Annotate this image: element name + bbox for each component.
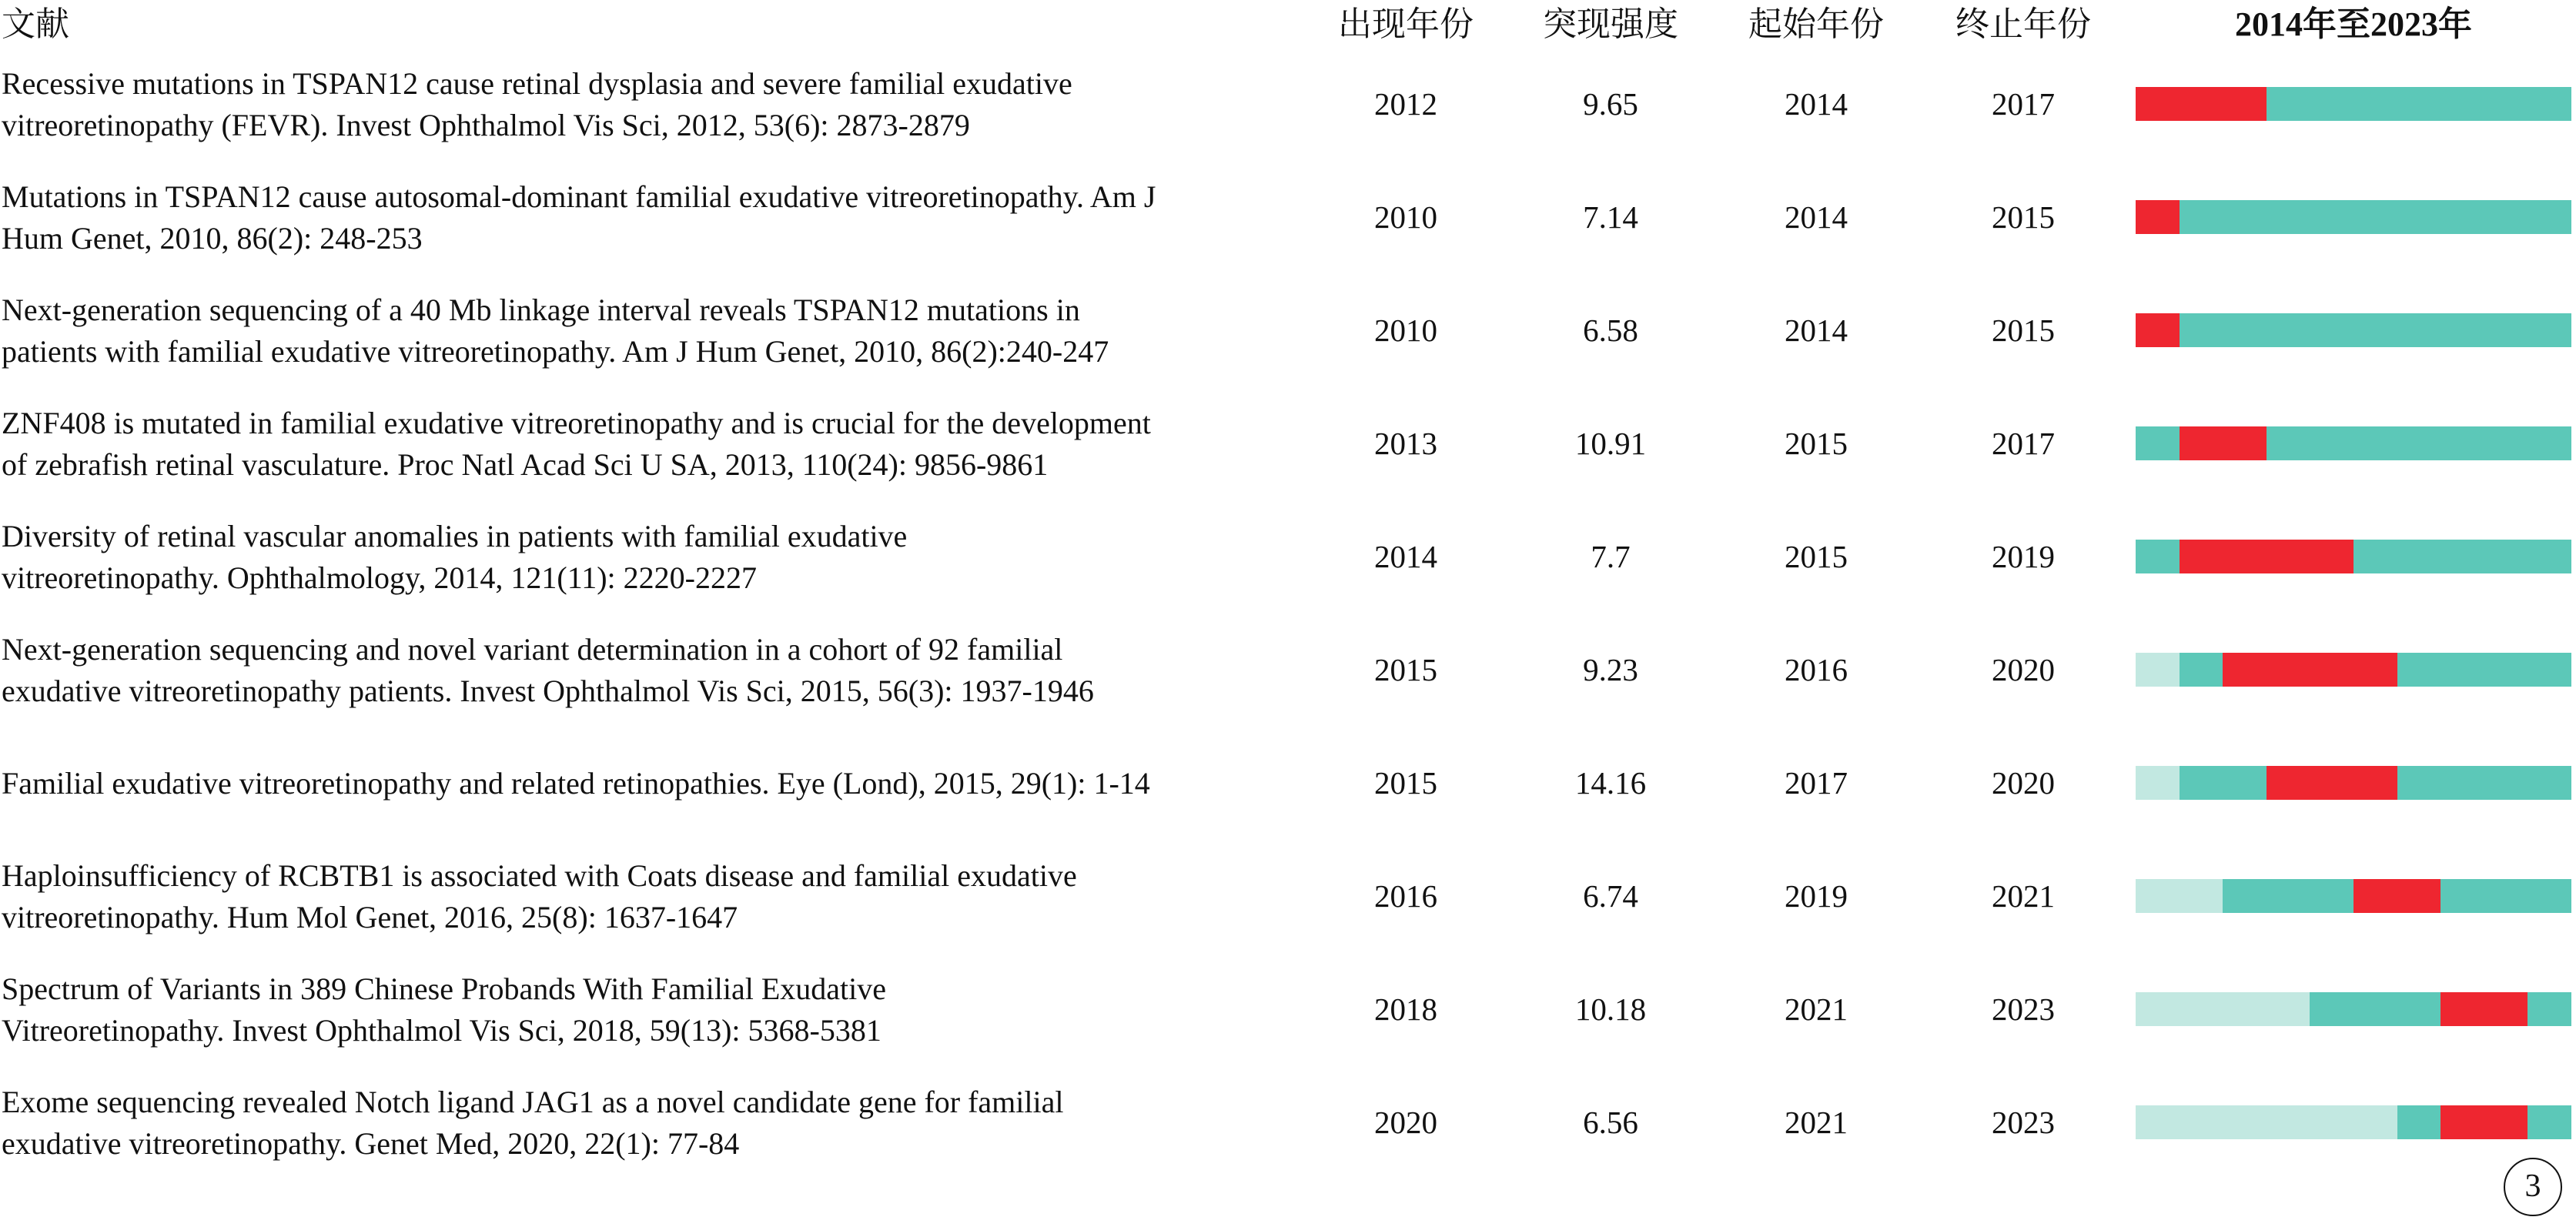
cell-strength: 9.65 (1583, 86, 1638, 122)
table-row (0, 48, 2576, 161)
cell-end: 2023 (1992, 991, 2055, 1027)
timeline-burst-segment (2354, 879, 2441, 913)
table-row (0, 387, 2576, 500)
cell-reference (2, 1066, 1345, 1179)
cell-end: 2023 (1992, 1105, 2055, 1140)
timeline-active-segment (2397, 1105, 2441, 1139)
timeline-active-segment (2527, 1105, 2571, 1139)
burst-timeline-bar (2136, 766, 2571, 800)
table-row (0, 500, 2576, 614)
cell-reference (2, 48, 1345, 161)
timeline-burst-segment (2441, 992, 2527, 1026)
cell-reference (2, 727, 1345, 840)
cell-strength: 6.58 (1583, 313, 1638, 348)
timeline-active-segment (2267, 426, 2571, 460)
reference-text: Diversity of retinal vascular anomalies in patients with familial exudative vitreoretinopathy. Ophthalmology, 2014, 121(11): 2220-2227 (2, 518, 908, 595)
header-begin: 起始年份 (1748, 5, 1884, 44)
timeline-active-segment (2180, 766, 2267, 800)
reference-text: Familial exudative vitreoretinopathy and related retinopathies. Eye (Lond), 2015, 29(1): 1-14 (2, 765, 1150, 801)
cell-end: 2019 (1992, 539, 2055, 574)
burst-timeline-bar (2136, 653, 2571, 687)
cell-year: 2014 (1374, 539, 1437, 574)
timeline-active-segment (2180, 313, 2571, 347)
burst-timeline-bar (2136, 879, 2571, 913)
timeline-active-segment (2310, 992, 2441, 1026)
timeline-active-segment (2136, 426, 2180, 460)
table-row (0, 953, 2576, 1066)
header-timeline-range: 2014年至2023年 (2235, 5, 2472, 43)
header-end: 终止年份 (1955, 5, 2091, 44)
figure-panel-badge: 3 (2504, 1158, 2562, 1216)
timeline-active-segment (2136, 540, 2180, 573)
cell-end: 2015 (1992, 313, 2055, 348)
reference-text: Next-generation sequencing of a 40 Mb linkage interval reveals TSPAN12 mutations in patients with familial exudative vitreoretinopathy. Am J Hum Genet, 2010, 86(2):240-247 (2, 292, 1109, 369)
cell-reference (2, 500, 1345, 614)
timeline-burst-segment (2223, 653, 2397, 687)
timeline-active-segment (2180, 653, 2223, 687)
timeline-active-segment (2441, 879, 2571, 913)
cell-begin: 2015 (1785, 539, 1848, 574)
cell-strength: 10.18 (1574, 991, 1647, 1027)
reference-text: Spectrum of Variants in 389 Chinese Probands With Familial Exudative Vitreoretinopathy. Invest Ophthalmol Vis Sci, 2018, 59(13): 5368-5381 (2, 971, 886, 1048)
table-row (0, 1066, 2576, 1179)
cell-year: 2012 (1374, 86, 1437, 122)
reference-text: ZNF408 is mutated in familial exudative vitreoretinopathy and is crucial for the development of zebrafish retinal vasculature. Proc Natl Acad Sci U SA, 2013, 110(24): 9856-9861 (2, 405, 1151, 482)
timeline-active-segment (2180, 200, 2571, 234)
cell-end: 2015 (1992, 199, 2055, 235)
burst-timeline-bar (2136, 540, 2571, 573)
header-strength: 突现强度 (1543, 5, 1678, 44)
cell-reference (2, 387, 1345, 500)
timeline-burst-segment (2136, 200, 2180, 234)
reference-text: Exome sequencing revealed Notch ligand JAG1 as a novel candidate gene for familial exudative vitreoretinopathy. Genet Med, 2020, 22(1): 77-84 (2, 1084, 1064, 1161)
cell-year: 2020 (1374, 1105, 1437, 1140)
table-row (0, 840, 2576, 953)
burst-timeline-bar (2136, 87, 2571, 121)
cell-strength: 10.91 (1574, 426, 1647, 461)
cell-begin: 2019 (1785, 878, 1848, 914)
header-year: 出现年份 (1338, 5, 1474, 44)
cell-begin: 2014 (1785, 199, 1848, 235)
table-row (0, 614, 2576, 727)
table-row (0, 727, 2576, 840)
burst-timeline-bar (2136, 313, 2571, 347)
cell-begin: 2017 (1785, 765, 1848, 801)
cell-reference (2, 614, 1345, 727)
cell-strength: 6.56 (1583, 1105, 1638, 1140)
timeline-active-segment (2397, 653, 2571, 687)
timeline-burst-segment (2136, 87, 2267, 121)
cell-strength: 7.14 (1583, 199, 1638, 235)
burst-timeline-bar (2136, 1105, 2571, 1139)
cell-end: 2017 (1992, 86, 2055, 122)
burst-timeline-bar (2136, 200, 2571, 234)
cell-strength: 7.7 (1591, 539, 1631, 574)
reference-text: Mutations in TSPAN12 cause autosomal-dominant familial exudative vitreoretinopathy. Am J Hum Genet, 2010, 86(2): 248-253 (2, 179, 1156, 256)
timeline-before-publication-segment (2136, 1105, 2397, 1139)
timeline-burst-segment (2267, 766, 2397, 800)
reference-text: Recessive mutations in TSPAN12 cause retinal dysplasia and severe familial exudative vitreoretinopathy (FEVR). Invest Ophthalmol Vis Sci, 2012, 53(6): 2873-2879 (2, 65, 1072, 142)
timeline-before-publication-segment (2136, 879, 2223, 913)
cell-end: 2020 (1992, 765, 2055, 801)
cell-year: 2010 (1374, 313, 1437, 348)
cell-begin: 2021 (1785, 1105, 1848, 1140)
cell-reference (2, 953, 1345, 1066)
cell-year: 2016 (1374, 878, 1437, 914)
cell-begin: 2021 (1785, 991, 1848, 1027)
timeline-burst-segment (2441, 1105, 2527, 1139)
timeline-active-segment (2223, 879, 2354, 913)
cell-end: 2020 (1992, 652, 2055, 687)
cell-year: 2015 (1374, 765, 1437, 801)
cell-reference (2, 274, 1345, 387)
table-row (0, 161, 2576, 274)
timeline-burst-segment (2180, 426, 2267, 460)
cell-begin: 2015 (1785, 426, 1848, 461)
timeline-burst-segment (2180, 540, 2354, 573)
cell-begin: 2016 (1785, 652, 1848, 687)
timeline-burst-segment (2136, 313, 2180, 347)
cell-end: 2017 (1992, 426, 2055, 461)
cell-year: 2018 (1374, 991, 1437, 1027)
timeline-active-segment (2397, 766, 2571, 800)
table-row (0, 274, 2576, 387)
header-reference: 文献 (2, 5, 69, 44)
cell-year: 2010 (1374, 199, 1437, 235)
cell-reference (2, 840, 1345, 953)
cell-strength: 6.74 (1583, 878, 1638, 914)
cell-year: 2013 (1374, 426, 1437, 461)
timeline-active-segment (2267, 87, 2571, 121)
cell-begin: 2014 (1785, 313, 1848, 348)
burst-timeline-bar (2136, 426, 2571, 460)
timeline-active-segment (2354, 540, 2571, 573)
cell-strength: 9.23 (1583, 652, 1638, 687)
cell-strength: 14.16 (1574, 765, 1647, 801)
timeline-active-segment (2527, 992, 2571, 1026)
timeline-before-publication-segment (2136, 992, 2310, 1026)
cell-end: 2021 (1992, 878, 2055, 914)
burst-timeline-bar (2136, 992, 2571, 1026)
timeline-before-publication-segment (2136, 766, 2180, 800)
reference-text: Next-generation sequencing and novel variant determination in a cohort of 92 familial exudative vitreoretinopathy patients. Invest Ophthalmol Vis Sci, 2015, 56(3): 1937-1946 (2, 631, 1094, 708)
cell-reference (2, 161, 1345, 274)
cell-begin: 2014 (1785, 86, 1848, 122)
timeline-before-publication-segment (2136, 653, 2180, 687)
cell-year: 2015 (1374, 652, 1437, 687)
reference-text: Haploinsufficiency of RCBTB1 is associated with Coats disease and familial exudative vitreoretinopathy. Hum Mol Genet, 2016, 25(8): 1637-1647 (2, 858, 1077, 934)
